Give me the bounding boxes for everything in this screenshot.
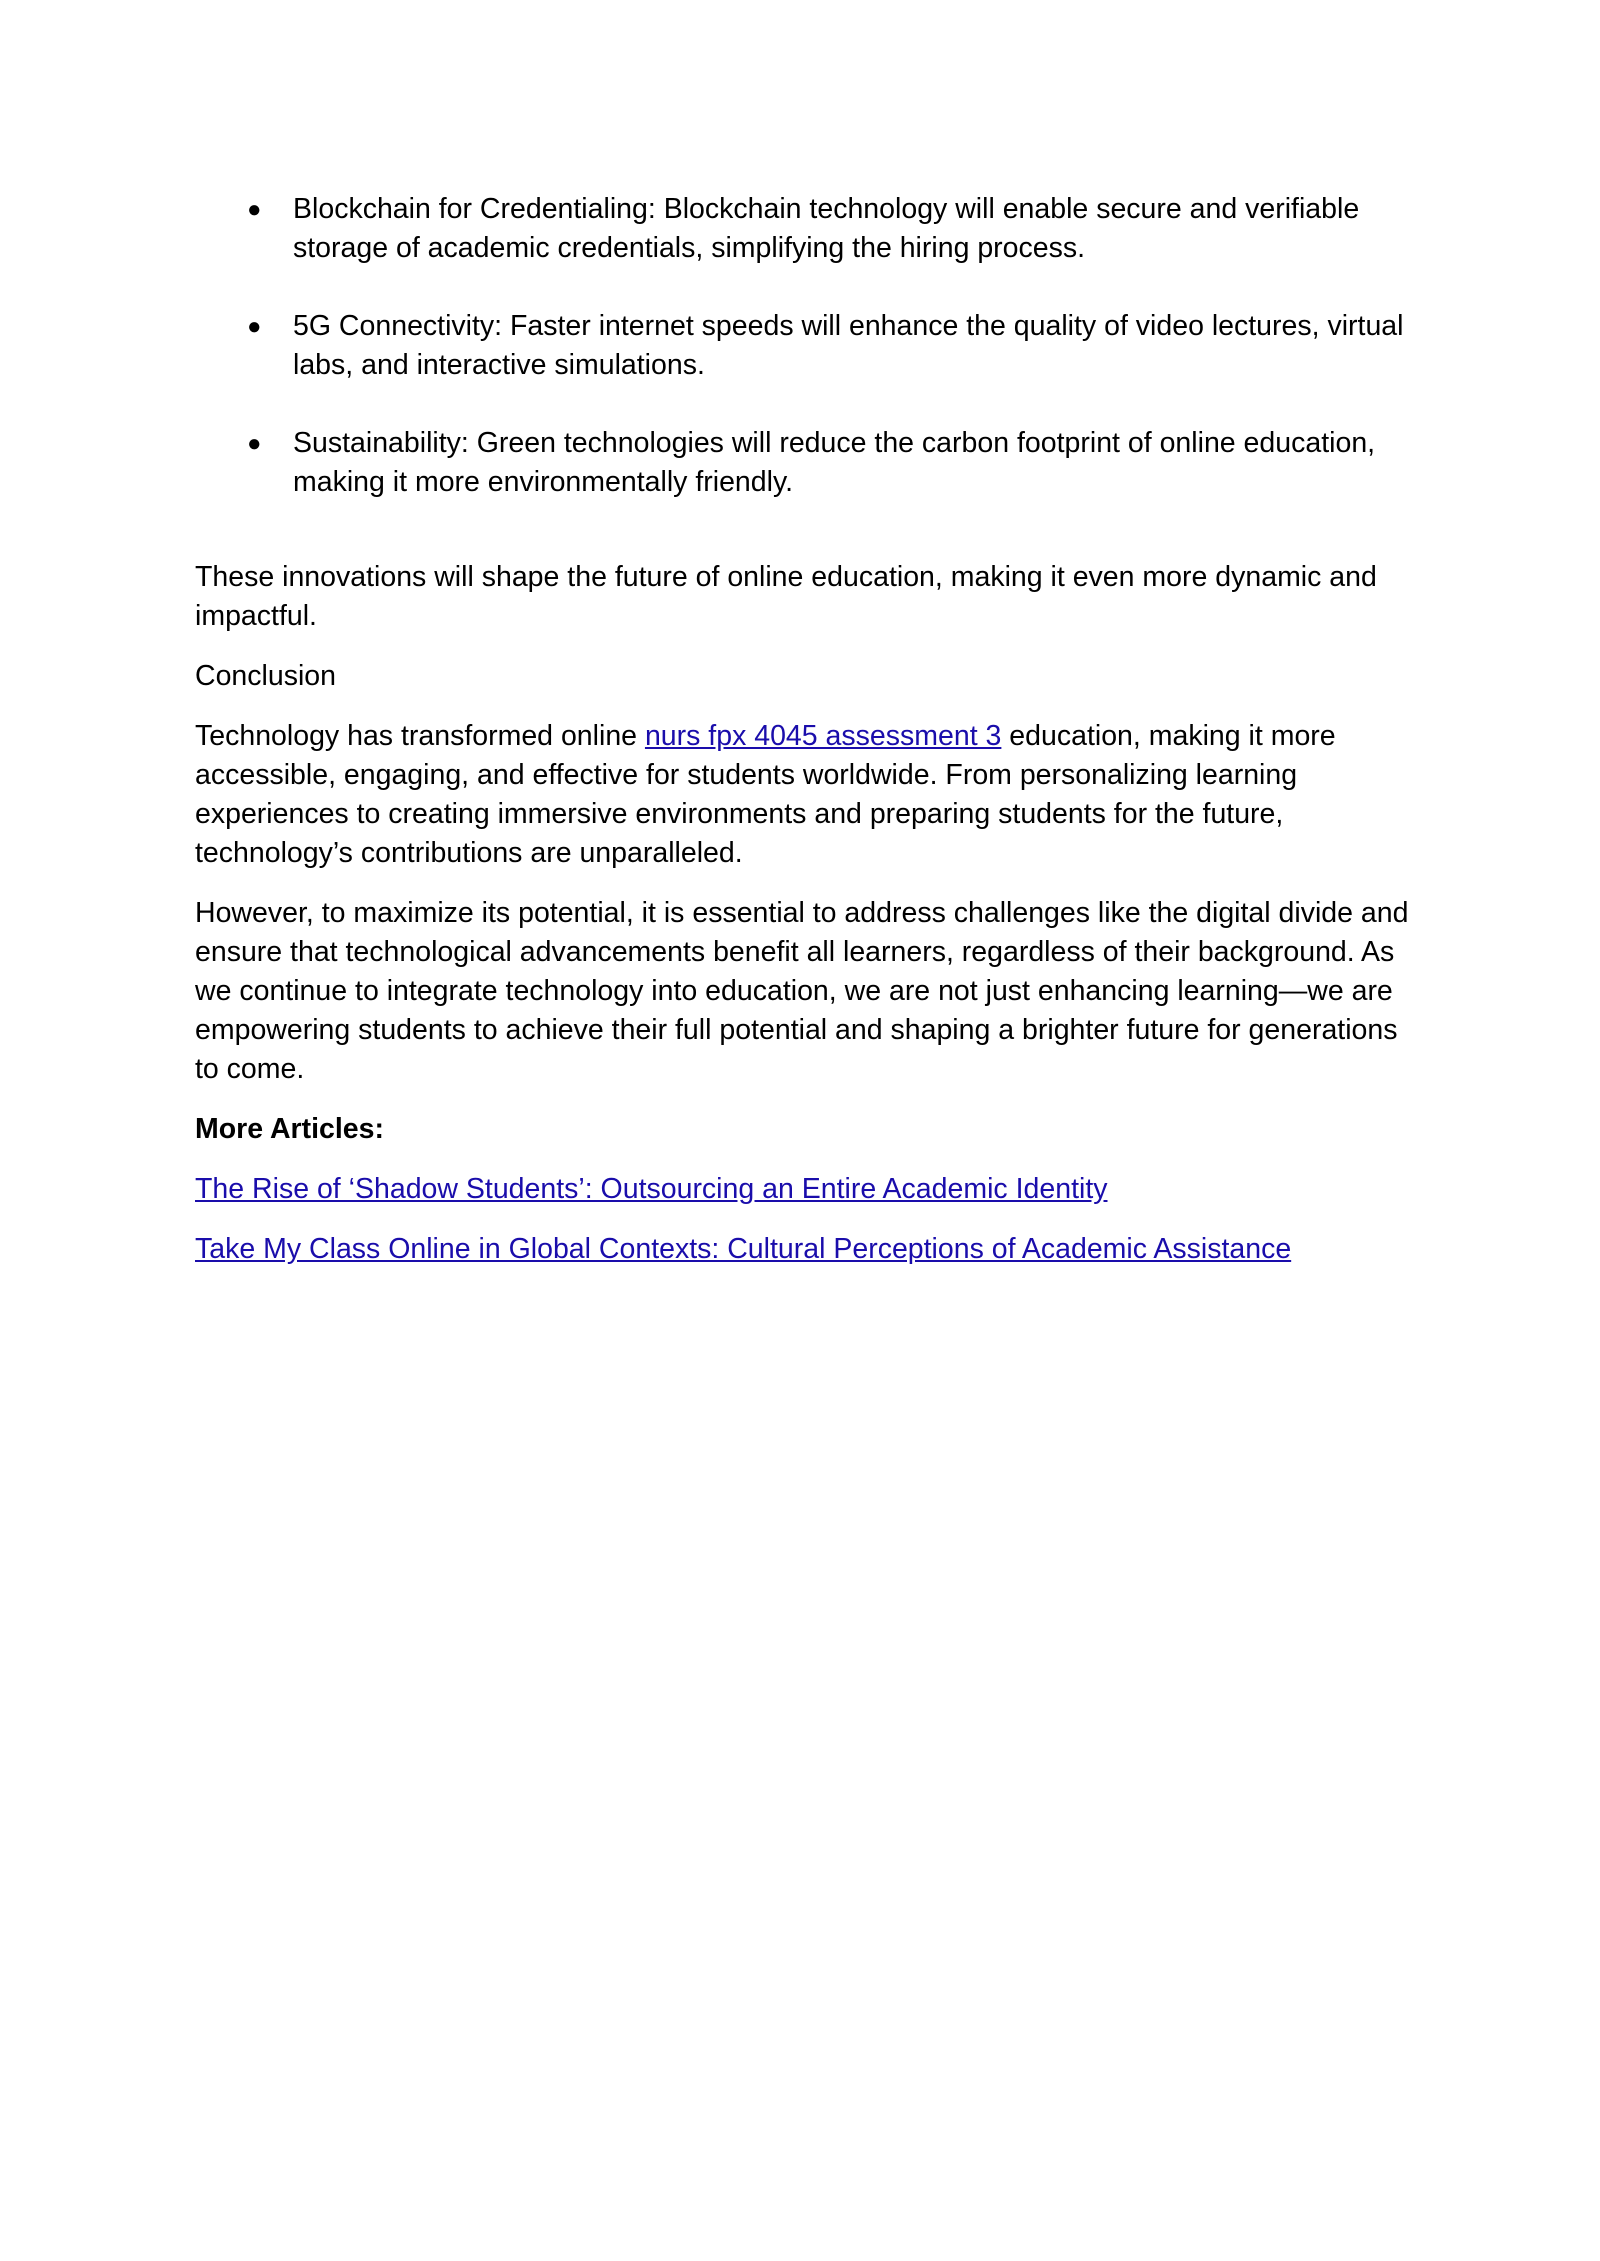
conclusion-paragraph-1 <box>195 717 1410 873</box>
document-page <box>195 190 1410 1290</box>
innovation-bullet-list <box>195 190 1410 502</box>
bullet-icon: ● <box>247 430 262 457</box>
bullet-icon: ● <box>247 196 262 223</box>
article-link-global-contexts[interactable]: Take My Class Online in Global Contexts: Cultural Perceptions of Academic Assistance <box>195 1233 1292 1265</box>
conclusion-text-after-link: education, making it more accessible, engaging, and effective for students worldwide. From personalizing learning experiences to creating immersive environments and preparing students for the future, technology’s contributions are unparalleled. <box>195 720 1336 869</box>
bullet-item-sustainability <box>195 424 1410 502</box>
bullet-icon: ● <box>247 313 262 340</box>
more-articles-heading: More Articles: <box>195 1113 384 1145</box>
bullet-item-blockchain <box>195 190 1410 268</box>
bullet-item-5g <box>195 307 1410 385</box>
innovations-paragraph: These innovations will shape the future of online education, making it even more dynamic and impactful. <box>195 561 1377 632</box>
article-link-shadow-students[interactable]: The Rise of ‘Shadow Students’: Outsourcing an Entire Academic Identity <box>195 1173 1108 1205</box>
conclusion-text-before-link: Technology has transformed online <box>195 720 645 752</box>
article-link-row-1 <box>195 1170 1410 1209</box>
assessment-link[interactable]: nurs fpx 4045 assessment 3 <box>644 720 1002 752</box>
conclusion-heading: Conclusion <box>195 660 336 692</box>
bullet-text: Sustainability: Green technologies will reduce the carbon footprint of online education, making it more environmentally friendly. <box>293 427 1376 498</box>
article-link-row-2 <box>195 1230 1410 1269</box>
bullet-text: Blockchain for Credentialing: Blockchain technology will enable secure and verifiable storage of academic credentials, simplifying the hiring process. <box>293 193 1360 264</box>
conclusion-paragraph-2: However, to maximize its potential, it is essential to address challenges like the digital divide and ensure that technological advancements benefit all learners, regardless of their background. As we continue to integrate technology into education, we are not just enhancing learning—we are empowering students to achieve their full potential and shaping a brighter future for generations to come. <box>195 897 1409 1085</box>
bullet-text: 5G Connectivity: Faster internet speeds will enhance the quality of video lectures, virtual labs, and interactive simulations. <box>293 310 1404 381</box>
